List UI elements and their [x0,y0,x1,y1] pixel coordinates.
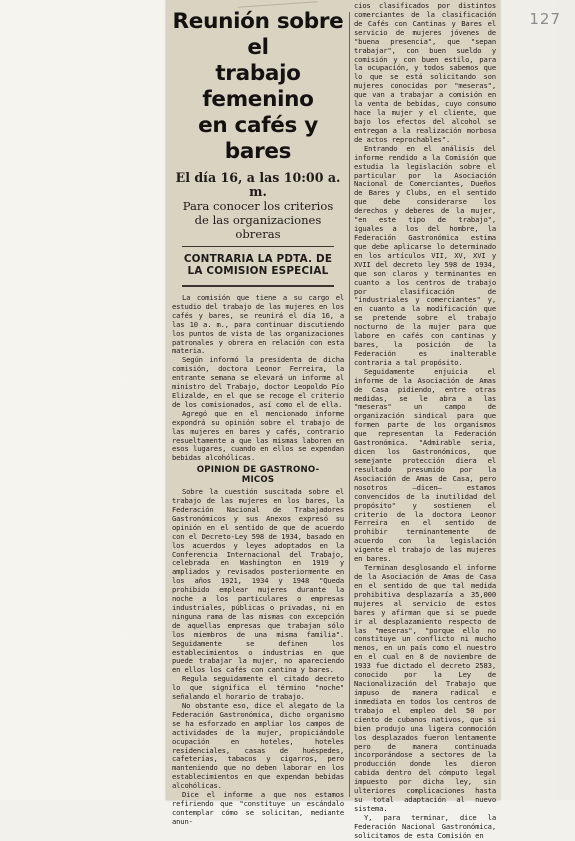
section-heading-line: LA COMISION ESPECIAL [187,265,329,277]
right-column [354,1,496,840]
column-divider [349,12,350,797]
article-subhead [172,171,344,241]
paragraph: Según informó la presidenta de dicha comisión, doctora Leonor Ferreira, la entrante semana se elevará un informe al ministro del Trabajo, doctor Leopoldo Pío Elizalde, en el que se recoge el criterio de los comisionados, así como el de ella. [172,355,344,409]
article-headline [172,9,344,165]
paragraph: Seguidamente enjuicia el informe de la Asociación de Amas de Casa pidiendo, entre otras medidas, se le abra a las "meseras" un campo de organización sindical para que formen parte de los organismos que representan la Federación Gastronómica. "Admirable seria, dicen los Gastronómicos, que semejante protección diera el resultado presumido por la Asociación de Amas de Casa, pero nosotros —dicen— estamos convencidos de la inutilidad del propósito" y sostienen el criterio de la doctora Leonor Ferreira en el sentido de prohibir terminantemente de acuerdo con la legislación vigente el trabajo de las mujeres en bares. [354,366,496,564]
headline-line: trabajo femenino [202,61,314,112]
paragraph: Entrando en el análisis del informe rendido a la Comisión que estudia la legislación sobre el particular por la Asociación Nacional de Comerciantes, Dueños de Bares y Clubs, en el sentido que debe considerarse los derechos y deberes de la mujer, "en este tipo de trabajo", iguales a los del hombre, la Federación Gastronómica estima que debe aplicarse lo determinado en los artículos VII, XV, XVI y XVII del decreto ley 598 de 1934, que son claros y terminantes en cuanto a los centros de trabajo por clasificación de "industriales y comerciantes" y, en cuanto a la modificación que se pretende sobre el trabajo nocturno de la mujer para que labore en cafés con cantinas y bares, la posición de la Federación es inalterable contraria a tal propósito. [354,143,496,367]
subtitle-line: OPINION DE GASTRONO- [196,465,320,476]
left-column [172,0,344,826]
headline-line: en cafés y bares [198,113,318,164]
paragraph: La comisión que tiene a su cargo el estudio del trabajo de las mujeres en los cafés y bares, se reunirá el día 16, a las 10 a. m., para continuar discutiendo los puntos de vista de las organizaciones patronales y obrera en relación con esta materia. [172,293,344,356]
article-body-left [172,294,344,827]
paragraph: Dice el informe a que nos estamos refiriendo que "constituye un escándalo contemplar cómo se solicitan, mediante anun- [172,790,344,826]
divider-rule [182,285,334,289]
subtitle-line: MICOS [241,475,275,486]
paragraph: Y, para terminar, dice la Federación Nacional Gastronómica, solicitamos de esta Comisión en [354,812,496,840]
subhead-line: Para conocer los criterios [182,199,334,213]
subhead-line: de las organizaciones obreras [194,213,322,241]
subhead-line: El día 16, a las 10:00 a. m. [175,170,341,199]
paragraph: Agregó que en el mencionado informe expondrá su opinión sobre el trabajo de las mujeres en bares y cafés, contrario resueltamente a que las mismas laboren en esos lugares, cuando en ellos se expendan bebidas alcohólicas. [172,408,344,463]
divider-rule [182,246,334,247]
paragraph: Sobre la cuestión suscitada sobre el trabajo de las mujeres en los bares, la Federación Nacional de Trabajadores Gastronómicos y sus Anexos expresó su opinión en el sentido de que de acuerdo con el Decreto-Ley 598 de 1934, basado en los acuerdos y leyes adoptados en la Conferencia Internacional del Trabajo, celebrada en Washington en 1919 y ampliados y revisados posteriormente en los años 1921, 1934 y 1948 "Queda prohibido emplear mujeres durante la noche a los particulares o empresas industriales, públicas o privadas, ni en ninguna rama de las mismas con excepción de aquellas empresas que trabajan sólo los miembros de una misma familia". Seguidamente se definen los establecimientos o industrias en que puede trabajar la mujer, no apareciendo en ellos los cafés con cantina y bares. [172,487,344,675]
page-number: 127 [529,10,561,28]
article-body-right [354,2,496,841]
paragraph: No obstante eso, dice el alegato de la Federación Gastronómica, dicho organismo se ha esforzado en ampliar los campos de actividades de la mujer, propiciándole ocupación en hoteles, hoteles residenciales, casas de huéspedes, cafeterías, tabacos y cigarros, pero manteniendo que no deben laborar en los establecimientos en que expendan bebidas alcohólicas. [172,700,344,791]
paragraph: cios clasificados por distintos comerciantes de la clasificación de Cafés con Cantinas y Bares el servicio de mujeres jóvenes de "buena presencia", que "sepan trabajar", con buen sueldo y comisión y con buen estilo, para la ocupación, y todos sabemos que lo que se está solicitando son mujeres conocidas por "meseras", que van a trabajar a comisión en la venta de bebidas, cuyo consumo hace la mujer y el cliente, que bajo los efectos del alcohol se entregan a la realización morbosa de actos reprochables". [354,1,496,144]
section-heading-line: CONTRARIA LA PDTA. DE [183,253,333,265]
headline-line: Reunión sobre el [172,9,344,60]
paragraph: Terminan desglosando el informe de la Asociación de Amas de Casa en el sentido de que tal medida prohibitiva desplazaría a 35,000 mujeres al servicio de estos bares y afirman que si se puede ir al desplazamiento respecto de las "meseras", "porque ello no constituye un conflicto ni mucho menos, en un país como el nuestro en el cual en 8 de noviembre de 1933 fue dictado el decreto 2583, conocido por la Ley de Nacionalización del Trabajo que impuso de manera radical e inmediata en todos los centros de trabajo el empleo del 50 por ciento de cubanos nativos, que si bien produjo una ligera conmoción los desplazados fueron lentamente pero de manera continuada incorporándose a sectores de la producción donde les dieron cabida dentro del cómputo legal impuesto por dicha ley, sin ulteriores complicaciones hasta su total adaptación al nuevo sistema. [354,563,496,813]
subtitle [172,465,344,485]
paragraph: Regula seguidamente el citado decreto lo que significa el término "noche" señalando el horario de trabajo. [172,674,344,702]
section-heading [172,253,344,277]
